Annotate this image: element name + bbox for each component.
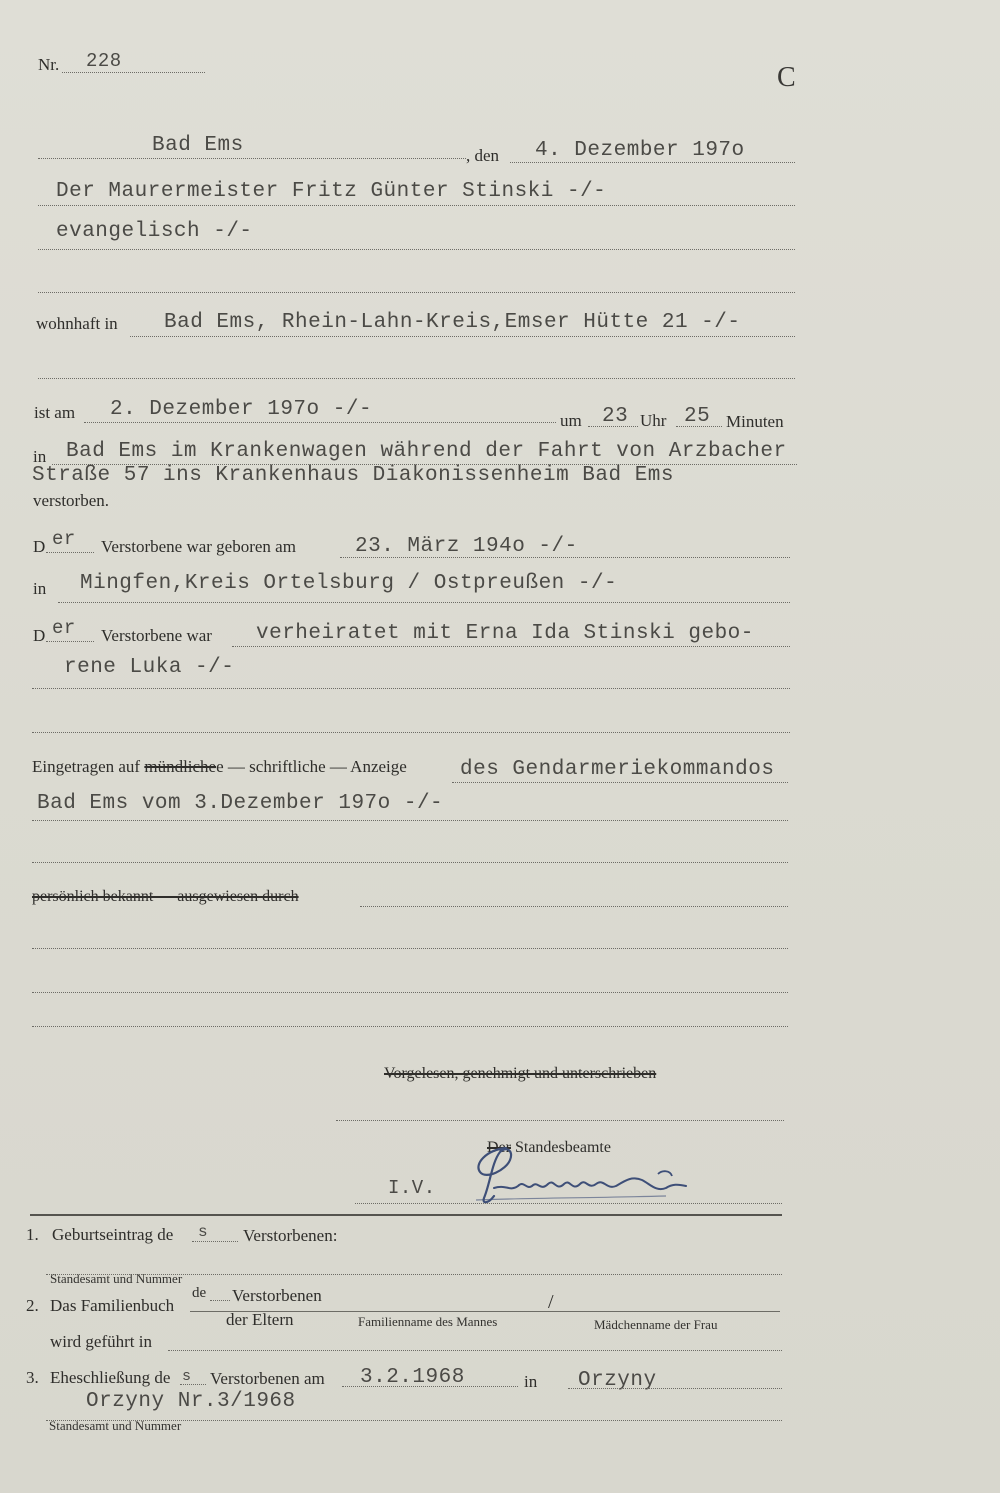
- uhr-label: Uhr: [640, 411, 667, 430]
- divider-line: [30, 1214, 782, 1216]
- death-date-label: ist am: [34, 403, 76, 422]
- item3-label: Eheschließung de: [50, 1368, 171, 1387]
- item2-label: Das Familienbuch: [50, 1296, 175, 1315]
- marital-dotline2: [32, 688, 790, 689]
- registration-value-line1: des Gendarmeriekommandos: [460, 758, 775, 781]
- wird-label: wird geführt in: [50, 1332, 152, 1351]
- birth-place-value: Mingfen,Kreis Ortelsburg / Ostpreußen -/-: [80, 572, 618, 595]
- den-label: , den: [466, 146, 500, 165]
- item3-date: 3.2.1968: [360, 1366, 465, 1389]
- item1-fill-line: [192, 1241, 238, 1242]
- item1-label: Geburtseintrag de: [52, 1225, 174, 1244]
- identification-struck: persönlich bekannt — ausgewiesen durch: [32, 888, 299, 905]
- form-letter: C: [777, 62, 796, 93]
- iv-label: I.V.: [388, 1177, 436, 1199]
- item2-de: de: [192, 1285, 207, 1301]
- item2-verstorbenen: Verstorbenen: [232, 1286, 322, 1305]
- death-date-value: 2. Dezember 197o -/-: [110, 398, 373, 421]
- minuten-label: Minuten: [726, 412, 784, 431]
- minutes-value: 25: [684, 405, 711, 428]
- death-in-label: in: [33, 447, 47, 466]
- maedchenname-label: Mädchenname der Frau: [594, 1317, 718, 1332]
- item1-label2: Verstorbenen:: [243, 1226, 338, 1245]
- item2-eltern: der Eltern: [226, 1310, 294, 1329]
- marital-line1: verheiratet mit Erna Ida Stinski gebo-: [256, 622, 754, 645]
- item2-number: 2.: [26, 1296, 39, 1315]
- item3-fill-line: [180, 1384, 206, 1385]
- signature-dotline-2: [355, 1203, 782, 1204]
- religion-line: [38, 249, 795, 250]
- birth-in-label: in: [33, 579, 47, 598]
- registration-struck: mündliche: [144, 757, 217, 776]
- minutes-line: [676, 426, 722, 427]
- item3-place-line: [568, 1388, 782, 1389]
- verstorben-label: verstorben.: [33, 491, 110, 510]
- standesamt-label-1: Standesamt und Nummer: [50, 1271, 183, 1286]
- registration-label: [32, 757, 407, 777]
- date-line: [510, 162, 795, 163]
- blank-line-6: [32, 992, 788, 993]
- birth-d-line: [46, 552, 94, 553]
- registration-label-post: e — schriftliche — Anzeige: [216, 757, 407, 776]
- person-line: Der Maurermeister Fritz Günter Stinski -/-: [56, 180, 607, 203]
- marital-d-label: D: [33, 626, 46, 645]
- item3-number: 3.: [26, 1368, 39, 1387]
- marital-d-line: [46, 641, 94, 642]
- registration-dotline1: [452, 782, 788, 783]
- date-value: 4. Dezember 197o: [535, 139, 745, 162]
- registrar-title-text: Standesbeamte: [514, 1139, 611, 1156]
- identification-line: [360, 906, 788, 907]
- blank-line-2: [38, 378, 795, 379]
- nr-value: 228: [86, 50, 122, 72]
- item3-date-line: [342, 1386, 518, 1387]
- marital-line2: rene Luka -/-: [64, 656, 235, 679]
- standesamt-label-2: Standesamt und Nummer: [49, 1418, 182, 1433]
- read-approved-struck: Vorgelesen, genehmigt und unterschrieben: [384, 1065, 657, 1082]
- registration-value-line2: Bad Ems vom 3.Dezember 197o -/-: [37, 792, 444, 815]
- item1-number: 1.: [26, 1225, 39, 1244]
- birth-date-value: 23. März 194o -/-: [355, 535, 578, 558]
- residence-value: Bad Ems, Rhein-Lahn-Kreis,Emser Hütte 21 -/-: [164, 311, 741, 334]
- item3-in-label: in: [524, 1372, 538, 1391]
- um-label: um: [560, 411, 582, 430]
- blank-line-1: [38, 292, 795, 293]
- place-line: [38, 158, 466, 159]
- place-value: Bad Ems: [152, 134, 244, 157]
- item2-de-line: [210, 1300, 230, 1301]
- item1-fill: s: [198, 1223, 209, 1241]
- blank-line-5: [32, 948, 788, 949]
- handwritten-signature: [466, 1140, 696, 1210]
- registrar-prefix: Der: [487, 1139, 511, 1156]
- birth-place-line: [58, 602, 790, 603]
- marital-dotline1: [232, 646, 790, 647]
- marital-label: Verstorbene war: [101, 626, 212, 645]
- registration-dotline2: [32, 820, 788, 821]
- blank-line-3: [32, 732, 790, 733]
- birth-label: Verstorbene war geboren am: [101, 537, 296, 556]
- residence-label: wohnhaft in: [36, 314, 118, 333]
- blank-line-7: [32, 1026, 788, 1027]
- nr-label: Nr.: [38, 55, 60, 74]
- item3-register: Orzyny Nr.3/1968: [86, 1390, 296, 1413]
- birth-date-line: [340, 557, 790, 558]
- death-date-line: [84, 422, 556, 423]
- birth-d-label: D: [33, 537, 46, 556]
- familienname-label: Familienname des Mannes: [358, 1314, 498, 1329]
- item2-slash: /: [548, 1291, 554, 1313]
- item3-label2: Verstorbenen am: [210, 1369, 325, 1388]
- signature-dotline-1: [336, 1120, 784, 1121]
- hour-value: 23: [602, 405, 629, 428]
- marital-d-fill: er: [52, 617, 76, 639]
- item3-place: Orzyny: [578, 1369, 657, 1392]
- death-place-line1: Bad Ems im Krankenwagen während der Fahrt von Arzbacher: [66, 440, 787, 463]
- death-place-line2: Straße 57 ins Krankenhaus Diakonissenheim Bad Ems: [32, 464, 675, 487]
- item3-fill: s: [182, 1368, 192, 1385]
- nr-line: [62, 72, 205, 73]
- registration-label-pre: Eingetragen auf: [32, 757, 141, 776]
- wird-line: [168, 1350, 782, 1351]
- hour-line: [588, 426, 638, 427]
- blank-line-4: [32, 862, 788, 863]
- religion-value: evangelisch -/-: [56, 220, 253, 243]
- person-dotline: [38, 205, 795, 206]
- residence-line: [130, 336, 795, 337]
- birth-d-fill: er: [52, 528, 76, 550]
